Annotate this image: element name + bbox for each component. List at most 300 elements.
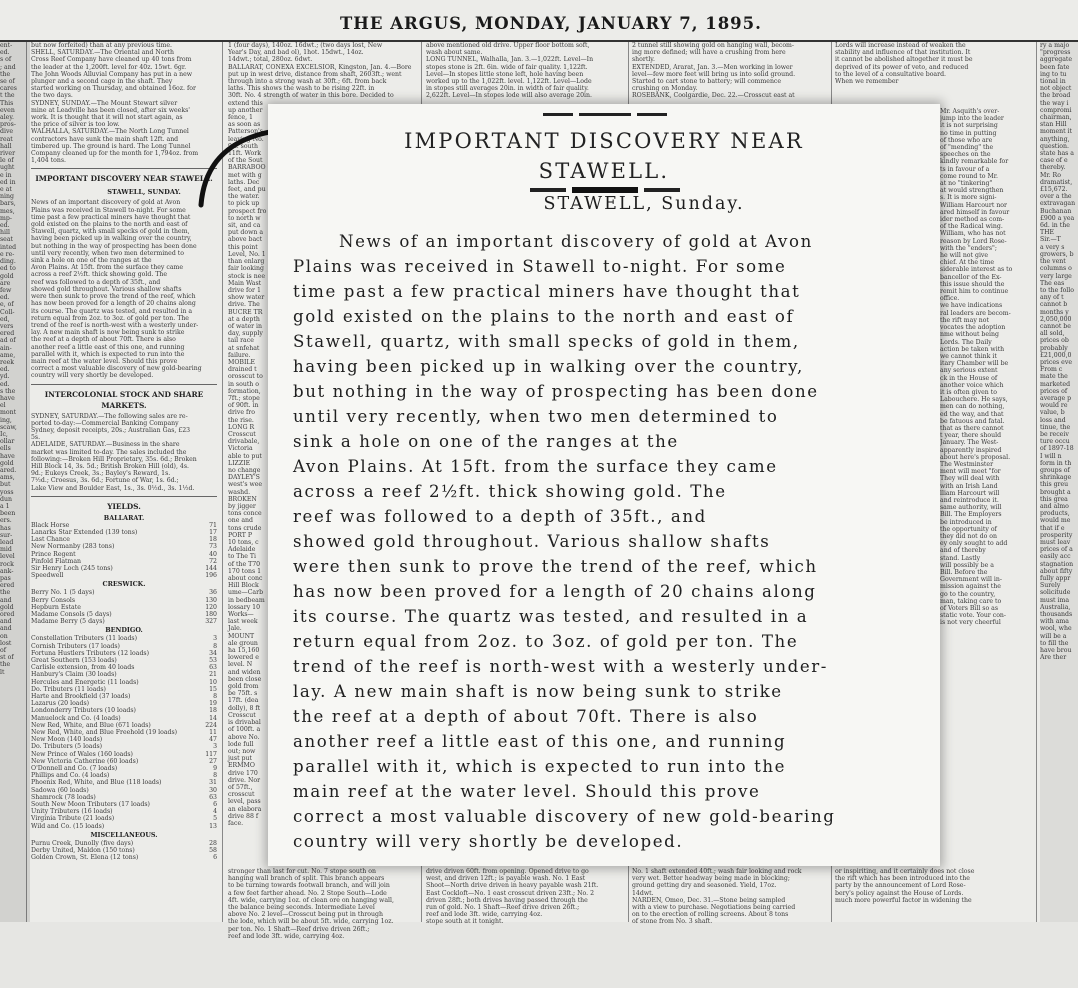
text-line: the rift may not (940, 316, 989, 324)
text-line: been fate (1040, 63, 1070, 71)
yield-row (31, 758, 217, 765)
text-line: Shoot—North drive driven in heavy payable wash 21ft. (426, 882, 599, 890)
yield-row (31, 772, 217, 779)
text-line: ed to (0, 265, 16, 273)
text-line: but now forfeited) than at any previous time. (31, 42, 173, 49)
decorative-rule-icon (543, 113, 667, 117)
text-line: a few feet farther ahead. No. 2 Stope South—Lode (228, 889, 387, 897)
article-line: lay. A new main shaft is now being sunk to strike (293, 682, 783, 701)
text-line: even (0, 106, 15, 114)
text-line: rock (0, 560, 14, 568)
text-line: ck in the House of (940, 374, 998, 382)
text-line: above bact (228, 236, 263, 244)
text-line: siderable interest as to (940, 266, 1013, 274)
text-line: This (0, 99, 14, 107)
text-line: 10 tons, c (228, 539, 259, 547)
text-line: out; now (228, 747, 256, 755)
text-line: be 75ft. s (228, 690, 258, 698)
text-line: Australia, (1040, 603, 1071, 611)
text-line: the price of silver is too low. (31, 121, 120, 129)
bottom-text-c (632, 868, 828, 926)
article-line: has now been proved for a length of 20 chains along (293, 582, 817, 601)
text-line: THE (1040, 229, 1055, 237)
text-line: yoss (0, 488, 14, 496)
text-line: over a the (1040, 193, 1072, 201)
text-line: shrinkage (1040, 474, 1072, 482)
article-line: Avon Plains. At 15ft. from the surface they came (293, 457, 778, 476)
text-line: of stone from No. 3 shaft. (632, 918, 713, 926)
text-line: and (0, 625, 12, 633)
text-line: Avon Plains. At 15ft. from the surface they came (31, 264, 184, 272)
text-line: ry a majo (1040, 42, 1070, 49)
yield-mine: New Red, White, and Blue (671 loads) (31, 721, 151, 729)
text-line: would me (1040, 517, 1071, 525)
text-line: BALLARAT, CONEXA EXCELSIOR, Kingston, Jan. 4.—Bore (228, 63, 412, 71)
text-line: go to the country, (940, 590, 996, 598)
text-line: of the Sout (228, 157, 263, 165)
text-line: months y (1040, 308, 1069, 316)
yield-row (31, 729, 217, 736)
yield-mine: Prince Regent (31, 550, 76, 558)
text-line: The John Woods Alluvial Company has put in a new (31, 70, 193, 78)
text-line: Main Wast (228, 279, 262, 287)
text-line: the (0, 70, 11, 78)
text-line: reef and lode 3ft. wide, carrying 4oz. (228, 932, 345, 940)
text-line: stability and influence of that institution. It (835, 49, 971, 57)
article-line: across a reef 2½ft. thick showing gold. The (293, 482, 727, 501)
text-line: and of thereby (940, 547, 986, 555)
yield-row (31, 736, 217, 743)
text-line: products, (1040, 510, 1070, 518)
text-line: ells (0, 445, 11, 453)
text-line: lode full (228, 740, 254, 748)
text-line: 14dwt.; total, 280oz. 6dwt. (228, 56, 313, 64)
text-line: ed, (0, 315, 10, 323)
yield-value: 180 (205, 611, 217, 618)
yield-value: 63 (209, 664, 217, 672)
text-line: 7ft.; stope (228, 394, 260, 402)
text-line: the broad (1040, 92, 1071, 100)
yield-row (31, 700, 217, 707)
text-line: cannot be (1040, 322, 1071, 330)
text-line: or inspiriting, and it certainly does not close (835, 868, 975, 875)
text-line: vocates the adoption (940, 324, 1006, 332)
yield-mine: Do. Tributers (5 loads) (31, 743, 103, 751)
text-line: brought a (1040, 488, 1071, 496)
yield-row (31, 597, 217, 604)
text-line: the two days. (31, 92, 73, 100)
text-line: ing to tu (1040, 70, 1067, 78)
yield-value: 18 (209, 707, 217, 715)
yield-row (31, 854, 217, 861)
text-line: contractors have sunk the main shaft 12ft. and (31, 135, 179, 143)
article-line: gold existed on the plains to the north and east of (293, 307, 795, 326)
yield-value: 8 (213, 772, 217, 780)
yield-value: 224 (205, 721, 217, 729)
yield-value: 6 (213, 854, 217, 862)
text-line: and almo (1040, 503, 1069, 510)
text-line: ank- (0, 567, 14, 575)
text-line: bancellor of the Ex- (940, 273, 1002, 281)
text-line: News of an important discovery of gold at Avon (31, 199, 181, 207)
text-line: drained t (228, 366, 257, 374)
text-line: pas (0, 575, 11, 583)
text-line: of "mending" the (940, 144, 994, 152)
text-line: tinue, the (1040, 423, 1071, 431)
text-line: no change (228, 466, 261, 474)
text-line: west's wee (228, 481, 263, 489)
article-line: Stawell, quartz, with small specks of gold in them, (293, 332, 800, 351)
text-line: reef and lode 3ft. wide, carrying 4oz. (426, 911, 543, 919)
masthead (0, 10, 1078, 42)
article-line: correct a most valuable discovery of new gold-bearing (293, 807, 836, 826)
text-line: Company cleaned up for the month for 1,794oz. from (31, 150, 199, 158)
text-line: and (0, 596, 12, 604)
text-line: all sold, (1040, 330, 1065, 338)
text-line: reat (0, 135, 13, 143)
yield-row (31, 657, 217, 664)
text-line: The Westminster (940, 460, 994, 468)
text-line: hanging wall branch of split. This branch appears (228, 875, 385, 883)
yield-mine: O'Donnell and Co. (7 loads) (31, 765, 118, 773)
text-line: state has a (1040, 150, 1074, 158)
text-line: Bill. The Employers (940, 511, 1002, 519)
yield-mine: New Victoria Catherine (60 loads) (31, 757, 139, 765)
article-title-line-2: STAWELL. (538, 159, 670, 183)
text-line: river (0, 150, 16, 158)
text-line: sur- (0, 531, 13, 539)
text-line: with ama (1040, 618, 1069, 626)
text-line: across a reef 2½ft. thick showing gold. The (31, 271, 168, 279)
text-line: are (0, 279, 11, 287)
text-line: ent- (0, 42, 13, 49)
text-line: with a view to purchase. Negotiations being carried (632, 904, 796, 912)
text-line: able to put (228, 452, 262, 460)
text-line: bery's policy against the House of Lords. (835, 889, 964, 897)
yield-row (31, 815, 217, 822)
text-line: extend this (228, 99, 263, 107)
text-line: a 1 (0, 503, 10, 510)
text-line: and widen (228, 668, 261, 676)
article-line: its course. The quartz was tested, and resulted in a (293, 607, 809, 626)
text-line: lt (0, 668, 5, 676)
yield-mine: Golden Crown, St. Elena (12 tons) (31, 854, 139, 862)
yield-mine: Last Chance (31, 536, 70, 544)
text-line: e in (0, 171, 12, 179)
text-line: has now been proved for a length of 20 chains along (31, 300, 196, 308)
text-line: 9d.; Eukeys Creek, 3s.; Bayley's Reward, 1s. (31, 470, 171, 478)
text-line: 11ft. Work (228, 150, 261, 158)
text-line: e, of (0, 301, 14, 309)
text-line: scaw, (0, 423, 17, 431)
text-line: lay. A new main shaft is now being sunk to strike (31, 329, 185, 337)
article-line: trend of the reef is north-west with a westerly under- (293, 657, 828, 676)
text-line: shortly. (632, 56, 655, 64)
text-line: prices eve (1040, 358, 1072, 366)
text-line: s. It is more signi- (940, 194, 997, 202)
text-line: ts in favour of a (940, 165, 990, 173)
yield-value: 40 (209, 550, 217, 558)
text-line: washd. (228, 488, 251, 496)
text-line: dolly), 8 ft (228, 704, 261, 712)
text-line: Lords. The Daily (940, 338, 992, 346)
text-line: very wet. Better headway being made in blocking; (632, 875, 790, 883)
text-line: EXTENDED, Ararat, Jan. 3.—Men working in lower (632, 63, 793, 71)
text-line: at snfehat (228, 344, 260, 352)
text-line: timbered up. The ground is hard. The Long Tunnel (31, 142, 191, 150)
text-line: 2,050,000 (1040, 315, 1072, 323)
text-line: ral leaders are becom- (940, 309, 1011, 317)
text-line: chief. At the time (940, 259, 995, 267)
text-line: 1 (four days), 140oz. 16dwt.; (two days lost, New (228, 42, 383, 49)
yield-value: 17 (209, 528, 217, 536)
text-line: above No. 2 level—Crosscut being put in through (228, 911, 383, 919)
yield-mine: New Normanby (283 tons) (31, 543, 115, 551)
text-line: 30ft. No. 4 strength of water in this bore. Decided to (228, 92, 394, 100)
yield-value: 73 (209, 543, 217, 551)
text-line: started working on Thursday, and obtained 16oz. for (31, 85, 196, 93)
yield-row (31, 565, 217, 572)
yield-mine: Black Horse (31, 521, 70, 529)
yield-mine: Purnu Creek, Dunolly (five days) (31, 839, 134, 847)
text-line: el (0, 402, 6, 410)
text-line: sink a hole on one of the ranges at the (31, 257, 152, 265)
text-line: Year's Day, and bad ol), 1hot. 15dwt., 14oz. (228, 49, 364, 57)
article-line: but nothing in the way of prospecting has been done (293, 382, 819, 401)
text-line: £900 a yea (1040, 214, 1075, 222)
text-line: to north w (228, 214, 261, 222)
text-line: gold (0, 272, 14, 280)
text-line: were then sunk to prove the trend of the reef, which (31, 293, 196, 301)
text-line: Hill Block 14, 3s. 5d.; British Broken Hill (old), 4s. (31, 462, 189, 470)
yield-value: 8 (213, 642, 217, 650)
yield-mine: Pinfold Flatman (31, 557, 82, 565)
yield-mine: Speedwell (31, 572, 64, 580)
text-line: to be turning towards footwall branch, and will join (228, 882, 390, 890)
yield-mine: Do. Tributers (11 loads) (31, 685, 106, 693)
text-line: a very s (1040, 243, 1065, 251)
yield-value: 6 (213, 801, 217, 809)
text-line: of those who are (940, 136, 993, 144)
text-line: up another (228, 106, 263, 114)
column-divider (1036, 42, 1037, 922)
text-line: fair looking (228, 265, 264, 273)
text-line: Sir.—T (1040, 236, 1061, 244)
text-line: reek (0, 358, 15, 366)
text-line: correct a most valuable discovery of new gold-bearing (31, 365, 202, 373)
text-line: wool, whe (1040, 625, 1072, 633)
text-line: Plains was received in Stawell to-night. For some (31, 206, 186, 214)
yield-value: 196 (205, 572, 217, 580)
text-line: t year, there should (940, 432, 1002, 440)
text-line: any of t (1040, 294, 1064, 302)
text-line: mission against the (940, 583, 1001, 591)
text-line: £15,672. (1040, 186, 1068, 194)
text-line: ; and (0, 63, 16, 71)
text-line: we cannot think it (940, 352, 997, 360)
text-line: LIZZIE (228, 459, 251, 467)
text-line: 14dwt. (632, 889, 654, 897)
text-line: to the follo (1040, 286, 1074, 294)
yield-mine: Wild and Co. (15 loads) (31, 822, 105, 830)
text-line: jump into the leader (940, 115, 1004, 123)
text-line: but (0, 481, 11, 489)
text-line: ding. (0, 258, 16, 266)
text-line: that if e (1040, 524, 1065, 532)
text-line: met with g (228, 171, 262, 179)
text-line: Stawell, quartz, with small specks of gold in them, (31, 228, 190, 236)
text-line: gold existed on the plains to the north and east of (31, 221, 188, 229)
text-line: stronger than last for cut. No. 7 stope south on (228, 868, 376, 875)
text-line: must ima (1040, 596, 1070, 604)
text-line: WALHALLA, SATURDAY.—The North Long Tunnel (31, 128, 189, 136)
text-line: the balance being seconds. Intermediate Level (228, 904, 375, 912)
text-line: the rise. (228, 416, 254, 424)
text-line: William, who has not (940, 230, 1006, 238)
text-line: and reintroduce it. (940, 496, 999, 504)
yield-row (31, 604, 217, 611)
text-line: this issue should the (940, 280, 1005, 288)
text-line: this point (228, 243, 258, 251)
bendigo-heading: BENDIGO. (105, 626, 143, 635)
text-line: he will not give (940, 252, 989, 260)
yield-row (31, 823, 217, 830)
text-line: marketed (1040, 380, 1071, 388)
text-line: gold (0, 459, 14, 467)
text-line: prospect fro (228, 207, 267, 215)
ballarat-heading: BALLARAT. (103, 513, 145, 522)
creswick-heading: CRESWICK. (102, 580, 146, 589)
text-line: following:—Broken Hill Proprietary, 35s. 6d.; Broken (31, 455, 197, 463)
yield-value: 58 (209, 847, 217, 855)
text-line: to fill the (1040, 639, 1069, 647)
text-line: failure. (228, 351, 251, 359)
text-line: stagnation (1040, 560, 1074, 568)
yield-mine: South New Moon Tributers (17 loads) (31, 801, 150, 809)
text-line: in south o (228, 380, 259, 388)
text-line: sit, and ca (228, 222, 261, 230)
yield-row (31, 529, 217, 536)
text-line: compromi (1040, 106, 1072, 114)
text-line: work. It is thought that it will not start again, as (31, 114, 183, 122)
yield-row (31, 693, 217, 700)
yield-mine: Madame Consols (5 days) (31, 611, 112, 618)
text-line: Government will in- (940, 576, 1002, 584)
text-line: question. (1040, 142, 1069, 150)
yield-value: 3 (213, 743, 217, 751)
yield-mine: Shamrock (78 loads) (31, 793, 96, 801)
text-line: easily acc (1040, 553, 1071, 561)
article-line: main reef at the water level. Should this prove (293, 782, 761, 801)
yield-row (31, 589, 217, 596)
text-line: Mr. Asquith's over- (940, 108, 1000, 115)
text-line: extravagan (1040, 200, 1076, 208)
text-line: tons conce (228, 510, 262, 518)
yield-mine: Fortuna Hustlers Tributers (12 loads) (31, 649, 149, 657)
text-line: itary Chamber will be (940, 360, 1009, 368)
yield-mine: Hercules and Energetic (11 loads) (31, 678, 139, 686)
text-line: SHELL, SATURDAY.—The Oriental and North (31, 49, 174, 57)
text-line: it cannot be abolished altogether it must be (835, 56, 973, 64)
text-line: le of (0, 157, 14, 165)
text-line: to pick up (228, 200, 260, 208)
text-line: ain- (0, 344, 12, 352)
yield-value: 27 (209, 757, 217, 765)
yield-value: 4 (213, 808, 217, 816)
text-line: the opportunity of (940, 525, 997, 533)
text-line: prices of (1040, 387, 1068, 395)
text-line: another reef a little east of this one, and running (31, 343, 185, 351)
text-line: fully appr (1040, 575, 1071, 583)
text-line: the reef at a depth of about 70ft. There is also (31, 336, 176, 344)
text-line: prices ob (1040, 337, 1069, 345)
text-line: LONG TUNNEL, Walhalla, Jan. 3.—1,022ft. Level—In (426, 56, 594, 64)
text-line: PORT P (228, 531, 253, 539)
yield-mine: Londonderry Tributers (10 loads) (31, 707, 136, 715)
text-line: been (0, 510, 16, 518)
text-line: of 100ft. a (228, 726, 261, 734)
yield-row (31, 743, 217, 750)
text-line: with the "enders"; (940, 244, 997, 252)
yield-row (31, 536, 217, 543)
yield-row (31, 847, 217, 854)
text-line: the way i (1040, 99, 1069, 107)
text-line: lowered e (228, 654, 259, 662)
yield-row (31, 650, 217, 657)
text-line: about here's proposal. (940, 453, 1011, 461)
yield-row (31, 715, 217, 722)
yield-mine: New Red, White, and Blue Freehold (19 loads) (31, 729, 178, 737)
text-line: prices of a (1040, 546, 1073, 554)
text-line: of Voters Bill so as (940, 605, 999, 613)
yields-heading: YIELDS. (107, 501, 141, 511)
article-line: reef was followed to a depth of 35ft., and (293, 507, 707, 526)
text-line: will be a (1040, 632, 1067, 640)
text-line: e at (0, 186, 12, 194)
text-line: level. N (228, 661, 253, 669)
text-line: 7½d.; Croesus, 3s. 6d.; Fortune of War, 1s. 6d.; (31, 477, 179, 485)
text-line: ment will meet "for (940, 468, 1001, 476)
text-line: must leav (1040, 539, 1071, 547)
text-line: anything, (1040, 135, 1070, 143)
article-body (293, 229, 933, 854)
yield-value: 10 (209, 678, 217, 686)
yield-row (31, 572, 217, 579)
text-line: Started to cart stone to battery; will commence (632, 78, 782, 86)
yield-row (31, 808, 217, 815)
text-line: speeches on the (940, 151, 991, 159)
text-line: laths. Dec (228, 178, 260, 186)
text-line: "progress (1040, 49, 1071, 57)
text-line: SYDNEY, SATURDAY.—The following sales are re- (31, 412, 188, 420)
text-line: much more powerful factor in widening the (835, 896, 972, 904)
yield-value: 34 (209, 649, 217, 657)
text-line: The eas (1040, 279, 1065, 287)
text-line: another voice which (940, 381, 1004, 389)
text-line: BUCRE TR (228, 308, 263, 316)
text-line: Bill. Before the (940, 569, 988, 576)
text-line: ed the way, and that (940, 410, 1004, 418)
text-line: ale groun (228, 639, 258, 647)
text-line: stopes stone is 2ft. 6in. wide of fair quality. 1,122ft. (426, 63, 588, 71)
text-line: very large (1040, 272, 1072, 280)
misc-heading: MISCELLANEOUS. (90, 830, 158, 839)
text-line: kindly remarkable for (940, 158, 1009, 166)
text-line: 6d. in the (1040, 222, 1070, 230)
yield-value: 15 (209, 685, 217, 693)
small-heading-discovery: IMPORTANT DISCOVERY NEAR STAWELL. (35, 174, 213, 184)
text-line: men can do nothing, (940, 403, 1005, 411)
